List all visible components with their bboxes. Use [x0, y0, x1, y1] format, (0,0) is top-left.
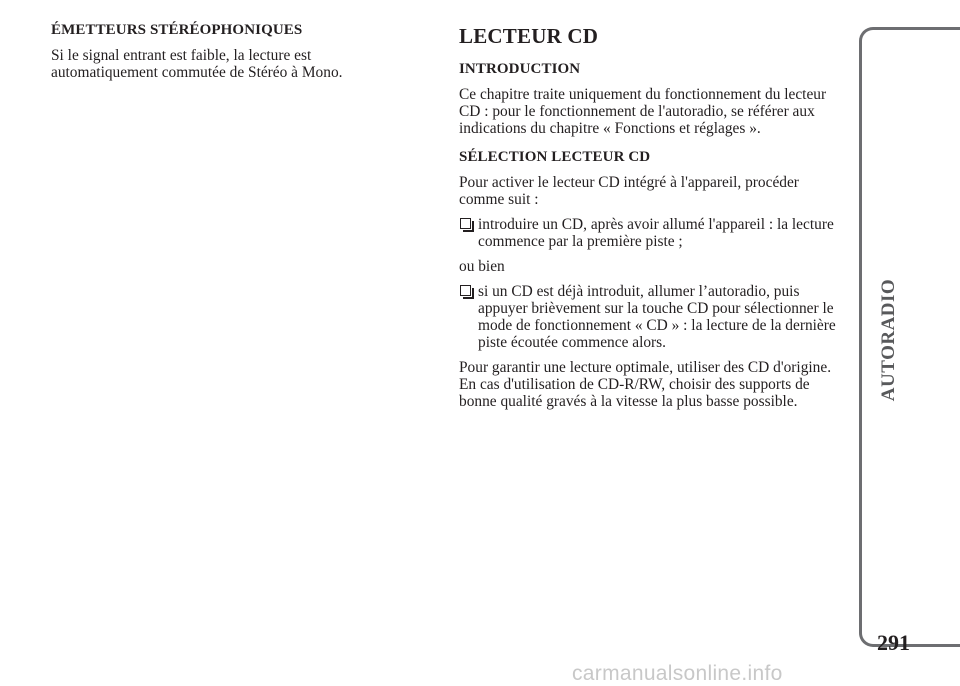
intro-paragraph: Ce chapitre traite uniquement du fonctionnement du lecteur CD : pour le fonctionnement de l'autoradio, se référer aux indications du chapitre « Fonctions et réglages ». [459, 86, 827, 137]
checkbox-bullet-icon [460, 218, 472, 232]
closing-paragraph: Pour garantir une lecture optimale, utiliser des CD d'origine. En cas d'utilisation de CD-R/RW, choisir des supports de bonne qualité gravés à la vitesse la plus basse possible. [459, 359, 832, 410]
bullet-item-cd-inserted [459, 283, 847, 351]
selection-heading: SÉLECTION LECTEUR CD [459, 149, 651, 165]
checkbox-bullet-icon [460, 285, 472, 299]
bullet-text: introduire un CD, après avoir allumé l'appareil : la lecture commence par la première piste ; [478, 216, 834, 250]
chapter-side-tab [859, 27, 960, 647]
bullet-item-insert-cd [459, 216, 847, 250]
intro-heading: INTRODUCTION [459, 61, 581, 77]
right-column [459, 22, 847, 418]
selection-paragraph: Pour activer le lecteur CD intégré à l'appareil, procéder comme suit : [459, 174, 799, 208]
bullet-text: si un CD est déjà introduit, allumer l’autoradio, puis appuyer brièvement sur la touche CD pour sélectionner le mode de fonctionnement « CD » : la lecture de la dernière piste écoutée commence alors. [478, 283, 836, 351]
or-text: ou bien [459, 258, 505, 275]
section-title: LECTEUR CD [459, 24, 599, 48]
left-column [51, 22, 396, 89]
watermark: carmanualsonline.info [572, 662, 783, 685]
stereo-heading: ÉMETTEURS STÉRÉOPHONIQUES [51, 22, 303, 38]
chapter-tab-label: AUTORADIO [878, 278, 899, 402]
stereo-paragraph: Si le signal entrant est faible, la lecture est automatiquement commutée de Stéréo à Mono. [51, 47, 343, 81]
page-number: 291 [877, 630, 910, 655]
